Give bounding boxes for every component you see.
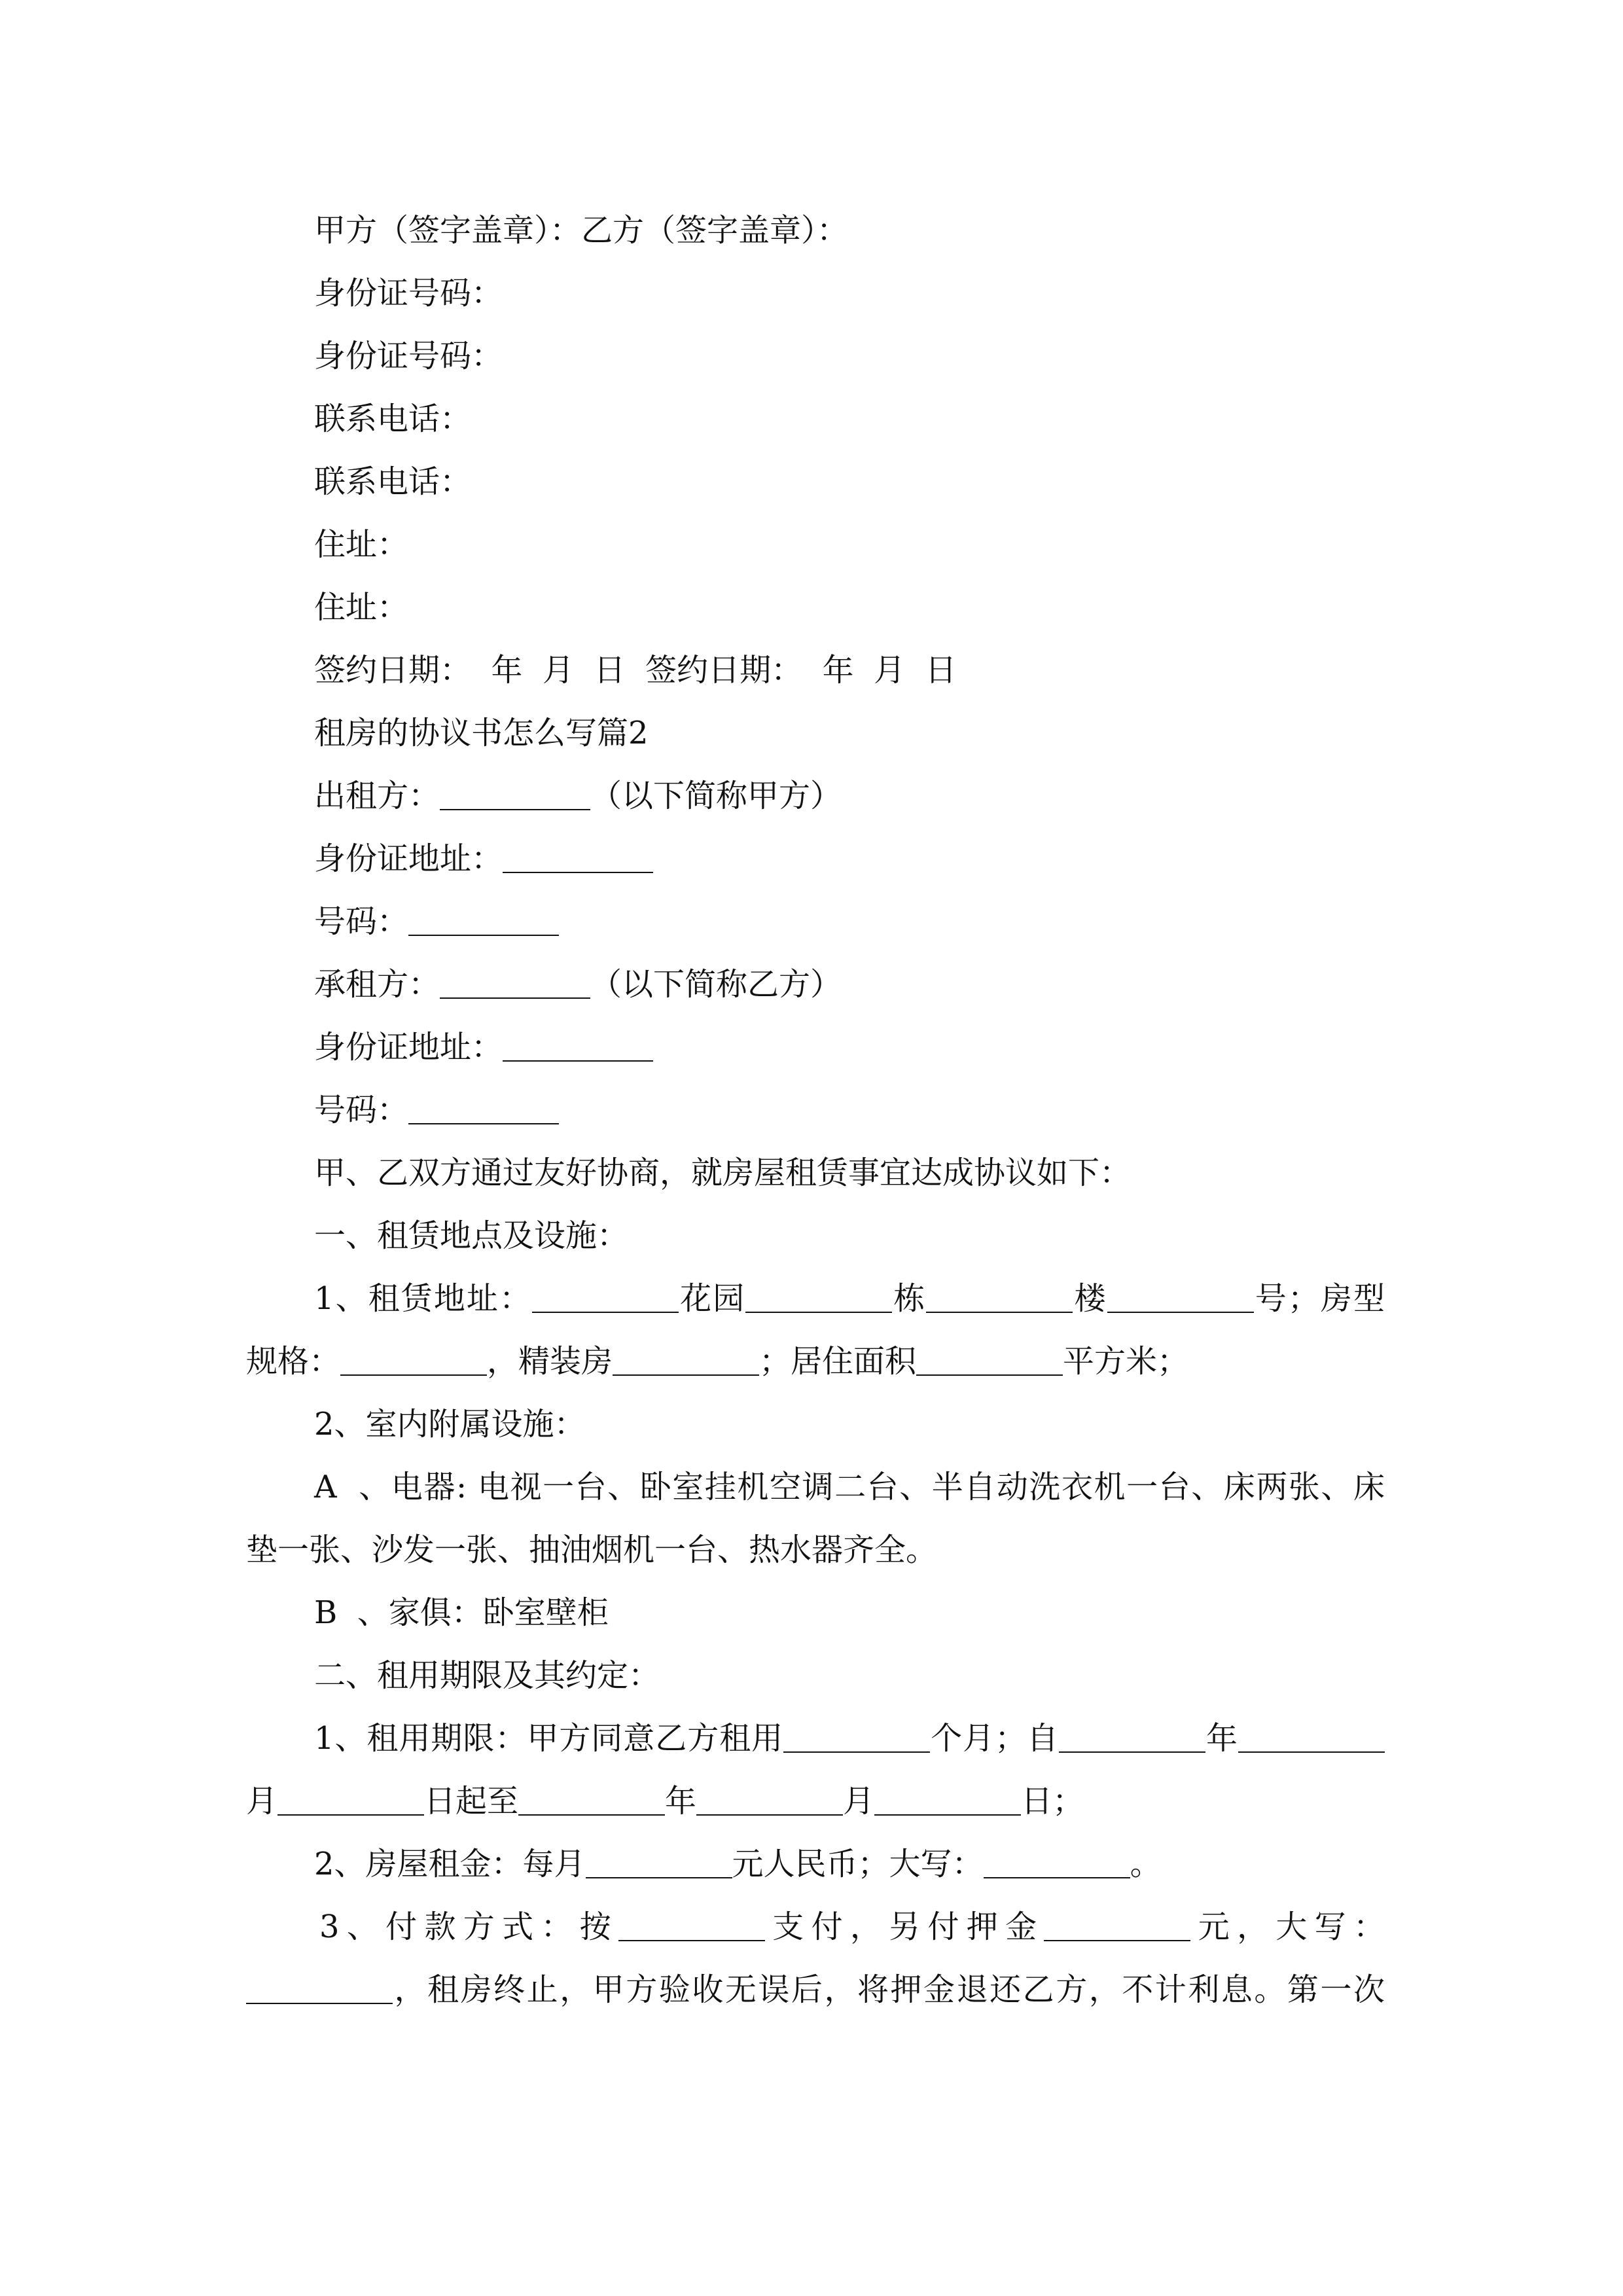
rent-line	[314, 1844, 1162, 1884]
payment-continuation: ，租房终止，甲方验收无误后，将押金退还乙方，不计利息。第一次	[393, 1971, 1385, 2008]
lessee-number-line	[314, 1090, 559, 1130]
lessee-number-label: 号码：	[314, 1092, 409, 1128]
appliances-line2: 垫一张、沙发一张、抽油烟机一台、热水器齐全。	[246, 1532, 938, 1568]
months-label: 个月；自	[930, 1720, 1060, 1757]
id-number-a: 身份证号码：	[314, 275, 503, 312]
day-from-label: 日起至	[424, 1783, 519, 1820]
blank	[984, 1851, 1130, 1878]
phone-b: 联系电话：	[314, 463, 472, 500]
term-line1	[246, 1719, 1385, 1758]
lessee-id-address-blank	[503, 1034, 653, 1062]
lessor-suffix: （以下简称甲方）	[590, 778, 842, 814]
payment-line1	[246, 1907, 1385, 1946]
blank	[532, 1285, 679, 1313]
unit-label: 号；房型	[1253, 1280, 1385, 1317]
term-line2	[246, 1782, 1385, 1821]
blank	[916, 1348, 1063, 1376]
blank	[618, 1914, 765, 1941]
month2-label: 月	[843, 1783, 875, 1820]
spec-label: 规格：	[246, 1343, 341, 1380]
lessee-number-blank	[408, 1097, 559, 1124]
lessor-label: 出租方：	[314, 778, 440, 814]
lessor-blank	[440, 783, 590, 810]
facilities-title: 2、室内附属设施：	[314, 1406, 586, 1443]
blank	[1059, 1725, 1205, 1753]
appliances-line1: A 、电器: 电视一台、卧室挂机空调二台、半自动洗衣机一台、床两张、床	[314, 1469, 1385, 1505]
lessee-line	[314, 965, 842, 1004]
blank	[340, 1348, 487, 1376]
rent-yuan-label: 元人民币；大写：	[732, 1846, 984, 1882]
lessee-blank	[440, 971, 590, 999]
lessee-id-address-line	[314, 1028, 653, 1067]
agreement-intro: 甲、乙双方通过友好协商，就房屋租赁事宜达成协议如下：	[314, 1155, 1132, 1191]
year2-label: 年	[665, 1783, 697, 1820]
blank	[518, 1788, 665, 1816]
article-heading: 租房的协议书怎么写篇2	[314, 715, 649, 751]
floor-label: 楼	[1073, 1280, 1107, 1317]
lessor-id-address-line	[314, 839, 653, 878]
year-label: 年	[1205, 1720, 1238, 1757]
rental-address-label: 1、租赁地址：	[314, 1280, 533, 1317]
blank	[1044, 1914, 1190, 1941]
blank	[783, 1725, 930, 1753]
blank	[1238, 1725, 1385, 1753]
blank	[1107, 1285, 1254, 1313]
blank	[745, 1285, 892, 1313]
payment-pay-label: 支付，另付押金	[765, 1909, 1044, 1945]
parties-signature-line: 甲方（签字盖章）：乙方（签字盖章）：	[314, 212, 849, 249]
lessee-label: 承租方：	[314, 966, 440, 1003]
rental-address-line1	[246, 1279, 1385, 1318]
id-number-b: 身份证号码：	[314, 338, 503, 374]
lessor-id-address-blank	[503, 846, 653, 873]
section2-title: 二、租用期限及其约定：	[314, 1657, 660, 1694]
building-label: 栋	[892, 1280, 927, 1317]
section1-title: 一、租赁地点及设施：	[314, 1217, 629, 1254]
blank	[926, 1285, 1073, 1313]
decor-label: ，精装房	[487, 1343, 613, 1380]
rent-label: 2、房屋租金：每月	[314, 1846, 586, 1882]
payment-line2	[246, 1970, 1385, 2009]
lessor-number-label: 号码：	[314, 903, 409, 940]
lessee-id-address-label: 身份证地址：	[314, 1029, 503, 1066]
sqm-label: 平方米；	[1063, 1343, 1189, 1380]
lessor-number-blank	[408, 908, 559, 936]
phone-a: 联系电话：	[314, 401, 472, 437]
blank	[696, 1788, 843, 1816]
sign-date-line: 签约日期： 年 月 日 签约日期： 年 月 日	[314, 652, 957, 689]
lessor-line	[314, 776, 842, 816]
furniture-line: B 、家俱：卧室壁柜	[314, 1594, 609, 1631]
lessor-id-address-label: 身份证地址：	[314, 840, 503, 877]
area-label: ；居住面积	[759, 1343, 917, 1380]
rental-address-line2	[246, 1342, 1385, 1381]
blank	[586, 1851, 732, 1878]
payment-label: 3、付款方式：按	[319, 1909, 618, 1945]
blank	[874, 1788, 1021, 1816]
blank	[277, 1788, 424, 1816]
address-b: 住址：	[314, 589, 409, 626]
blank	[246, 1977, 393, 2004]
term-label: 1、租用期限：甲方同意乙方租用	[314, 1720, 784, 1757]
payment-yuan-label: 元，大写：	[1190, 1909, 1385, 1945]
rent-end: 。	[1130, 1846, 1162, 1882]
month-label: 月	[246, 1783, 278, 1820]
address-a: 住址：	[314, 526, 409, 563]
garden-label: 花园	[679, 1280, 746, 1317]
blank	[613, 1348, 759, 1376]
lessor-number-line	[314, 902, 559, 941]
lessee-suffix: （以下简称乙方）	[590, 966, 842, 1003]
day2-label: 日；	[1021, 1783, 1084, 1820]
